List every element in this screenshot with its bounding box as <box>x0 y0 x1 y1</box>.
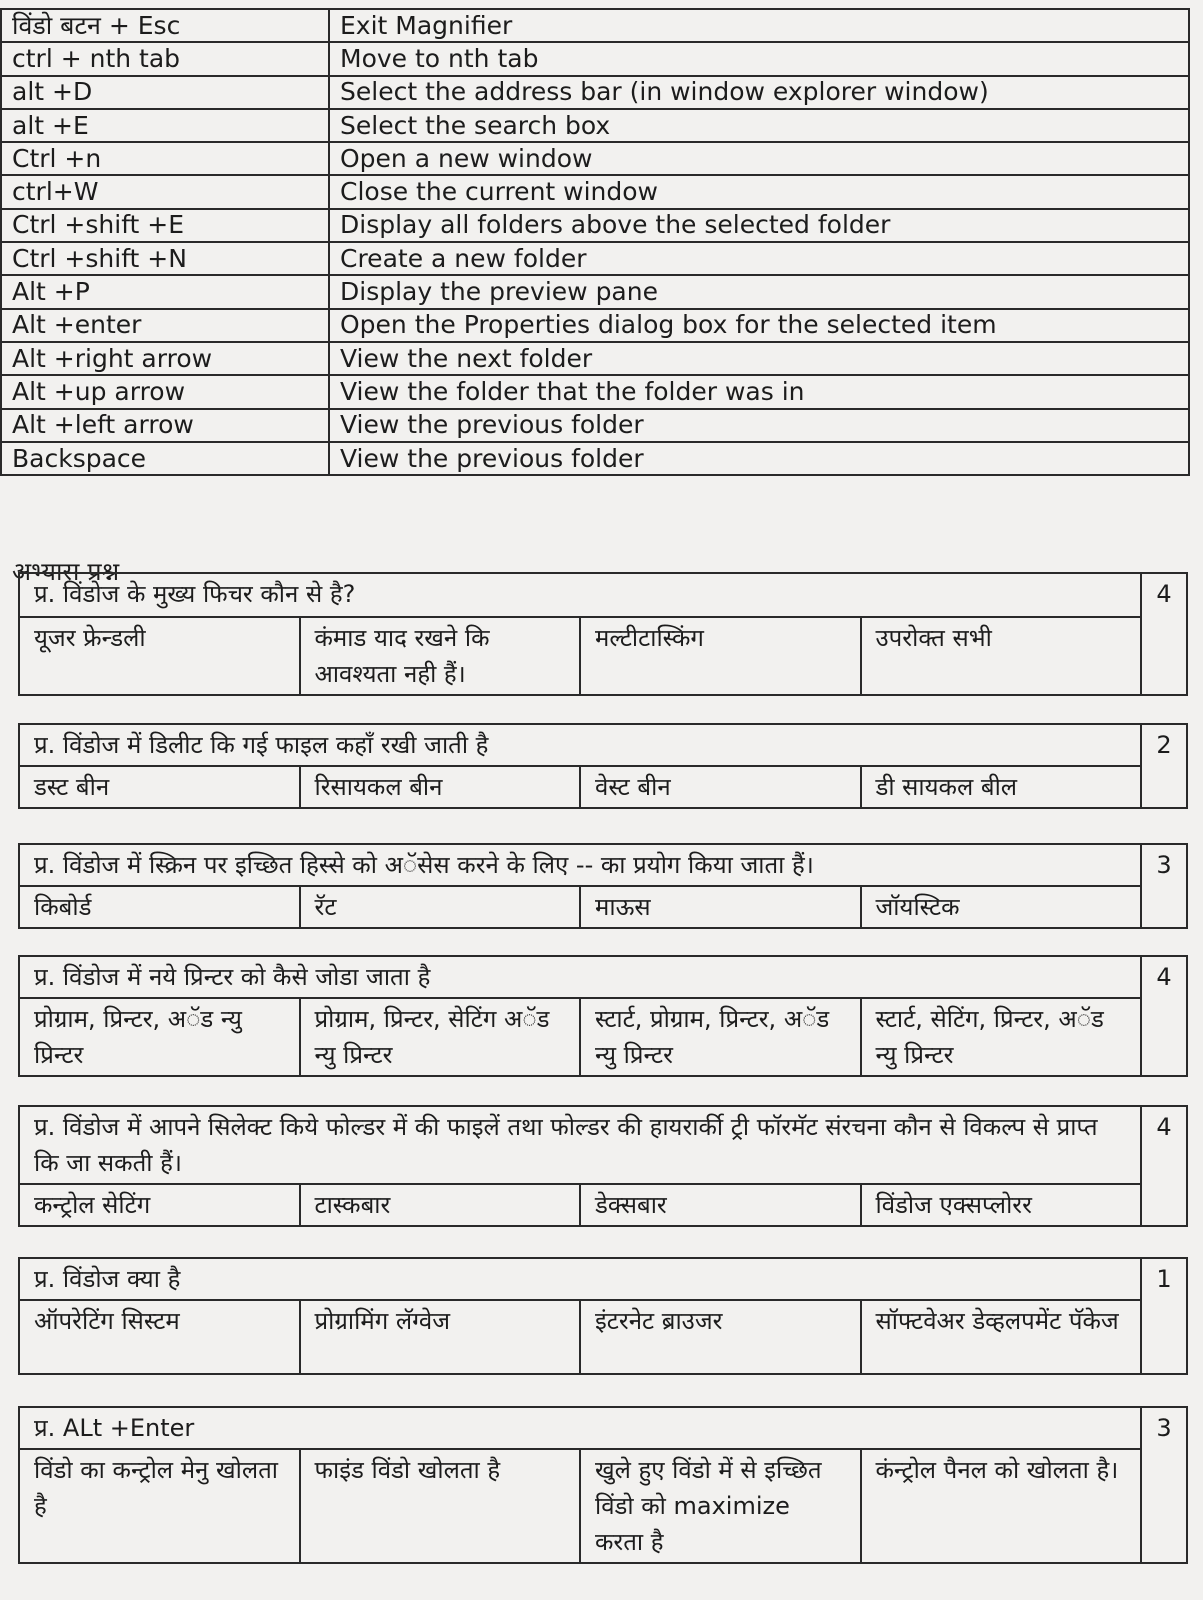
option-1: किबोर्ड <box>19 886 300 928</box>
shortcut-row <box>1 309 1189 342</box>
shortcut-key: ctrl+W <box>1 175 329 208</box>
shortcut-row <box>1 442 1189 475</box>
option-2: टास्कबार <box>300 1184 581 1226</box>
option-2: रॅट <box>300 886 581 928</box>
shortcut-action: Move to nth tab <box>329 42 1189 75</box>
option-4: उपरोक्त सभी <box>861 617 1142 695</box>
question-block <box>18 1257 1188 1375</box>
shortcut-action: Open a new window <box>329 142 1189 175</box>
question-text: प्र. विंडोज में डिलीट कि गई फाइल कहाँ रखी जाती है <box>19 724 1141 766</box>
option-1: यूजर फ्रेन्डली <box>19 617 300 695</box>
shortcut-row <box>1 375 1189 408</box>
shortcut-action: View the previous folder <box>329 442 1189 475</box>
option-1: प्रोग्राम, प्रिन्टर, अॅड न्यु प्रिन्टर <box>19 998 300 1076</box>
option-2: प्रोग्रामिंग लॅग्वेज <box>300 1300 581 1374</box>
shortcut-key: Ctrl +shift +N <box>1 242 329 275</box>
shortcut-key: alt +D <box>1 76 329 109</box>
option-3: खुले हुए विंडो में से इच्छित विंडो को maximize करता है <box>580 1449 861 1563</box>
shortcut-action: Close the current window <box>329 175 1189 208</box>
shortcut-row <box>1 409 1189 442</box>
option-1: विंडो का कन्ट्रोल मेनु खोलता है <box>19 1449 300 1563</box>
question-block <box>18 723 1188 809</box>
question-text: प्र. विंडोज में आपने सिलेक्ट किये फोल्डर में की फाइलें तथा फोल्डर की हायरार्की ट्री फॉरमॅट संरचना कौन से विकल्प से प्राप्त कि जा सकती हैं। <box>19 1106 1141 1184</box>
option-3: वेस्ट बीन <box>580 766 861 808</box>
shortcut-action: Select the address bar (in window explorer window) <box>329 76 1189 109</box>
shortcut-action: Display all folders above the selected folder <box>329 209 1189 242</box>
shortcut-row <box>1 42 1189 75</box>
shortcut-row <box>1 109 1189 142</box>
shortcut-table <box>0 8 1190 476</box>
shortcut-row <box>1 275 1189 308</box>
option-2: प्रोग्राम, प्रिन्टर, सेटिंग अॅड न्यु प्रिन्टर <box>300 998 581 1076</box>
shortcut-action: View the previous folder <box>329 409 1189 442</box>
question-block <box>18 843 1188 929</box>
option-3: स्टार्ट, प्रोग्राम, प्रिन्टर, अॅड न्यु प्रिन्टर <box>580 998 861 1076</box>
answer-number: 4 <box>1141 573 1187 695</box>
option-1: ऑपरेटिंग सिस्टम <box>19 1300 300 1374</box>
question-text: प्र. विंडोज के मुख्य फिचर कौन से है? <box>19 573 1141 617</box>
question-block <box>18 1105 1188 1227</box>
option-3: माऊस <box>580 886 861 928</box>
option-2: कंमाड याद रखने कि आवश्यता नही हैं। <box>300 617 581 695</box>
shortcut-action: Select the search box <box>329 109 1189 142</box>
shortcut-key: Alt +P <box>1 275 329 308</box>
option-1: डस्ट बीन <box>19 766 300 808</box>
question-block <box>18 572 1188 696</box>
shortcut-key: Alt +left arrow <box>1 409 329 442</box>
shortcut-row <box>1 9 1189 42</box>
answer-number: 4 <box>1141 956 1187 1076</box>
shortcut-key: Ctrl +n <box>1 142 329 175</box>
answer-number: 1 <box>1141 1258 1187 1374</box>
shortcut-key: Alt +up arrow <box>1 375 329 408</box>
answer-number: 3 <box>1141 844 1187 928</box>
shortcut-row <box>1 209 1189 242</box>
shortcut-action: Open the Properties dialog box for the selected item <box>329 309 1189 342</box>
option-2: फाइंड विंडो खोलता है <box>300 1449 581 1563</box>
shortcut-action: Create a new folder <box>329 242 1189 275</box>
answer-number: 2 <box>1141 724 1187 808</box>
option-2: रिसायकल बीन <box>300 766 581 808</box>
shortcut-action: View the next folder <box>329 342 1189 375</box>
shortcut-key: Ctrl +shift +E <box>1 209 329 242</box>
shortcut-row <box>1 342 1189 375</box>
option-4: डी सायकल बील <box>861 766 1142 808</box>
question-block <box>18 1406 1188 1564</box>
shortcut-row <box>1 76 1189 109</box>
question-text: प्र. ALt +Enter <box>19 1407 1141 1449</box>
shortcut-key: alt +E <box>1 109 329 142</box>
shortcut-key: Alt +enter <box>1 309 329 342</box>
shortcut-row <box>1 142 1189 175</box>
option-3: मल्टीटास्किंग <box>580 617 861 695</box>
shortcut-key: विंडो बटन + Esc <box>1 9 329 42</box>
option-4: जॉयस्टिक <box>861 886 1142 928</box>
option-3: इंटरनेट ब्राउजर <box>580 1300 861 1374</box>
option-4: स्टार्ट, सेटिंग, प्रिन्टर, अॅड न्यु प्रिन्टर <box>861 998 1142 1076</box>
shortcut-row <box>1 242 1189 275</box>
shortcut-action: Exit Magnifier <box>329 9 1189 42</box>
option-4: सॉफ्टवेअर डेव्हलपमेंट पॅकेज <box>861 1300 1142 1374</box>
option-3: डेक्सबार <box>580 1184 861 1226</box>
question-block <box>18 955 1188 1077</box>
answer-number: 4 <box>1141 1106 1187 1226</box>
shortcut-action: Display the preview pane <box>329 275 1189 308</box>
option-4: कंन्ट्रोल पैनल को खोलता है। <box>861 1449 1142 1563</box>
option-1: कन्ट्रोल सेटिंग <box>19 1184 300 1226</box>
shortcut-key: Backspace <box>1 442 329 475</box>
shortcut-key: Alt +right arrow <box>1 342 329 375</box>
answer-number: 3 <box>1141 1407 1187 1563</box>
shortcut-row <box>1 175 1189 208</box>
option-4: विंडोज एक्सप्लोरर <box>861 1184 1142 1226</box>
section-title: अभ्यास प्रश्न <box>12 557 120 586</box>
shortcut-action: View the folder that the folder was in <box>329 375 1189 408</box>
shortcut-key: ctrl + nth tab <box>1 42 329 75</box>
question-text: प्र. विंडोज में स्क्रिन पर इच्छित हिस्से को अॅसेस करने के लिए -- का प्रयोग किया जाता हैं। <box>19 844 1141 886</box>
question-text: प्र. विंडोज क्या है <box>19 1258 1141 1300</box>
question-text: प्र. विंडोज में नये प्रिन्टर को कैसे जोडा जाता है <box>19 956 1141 998</box>
